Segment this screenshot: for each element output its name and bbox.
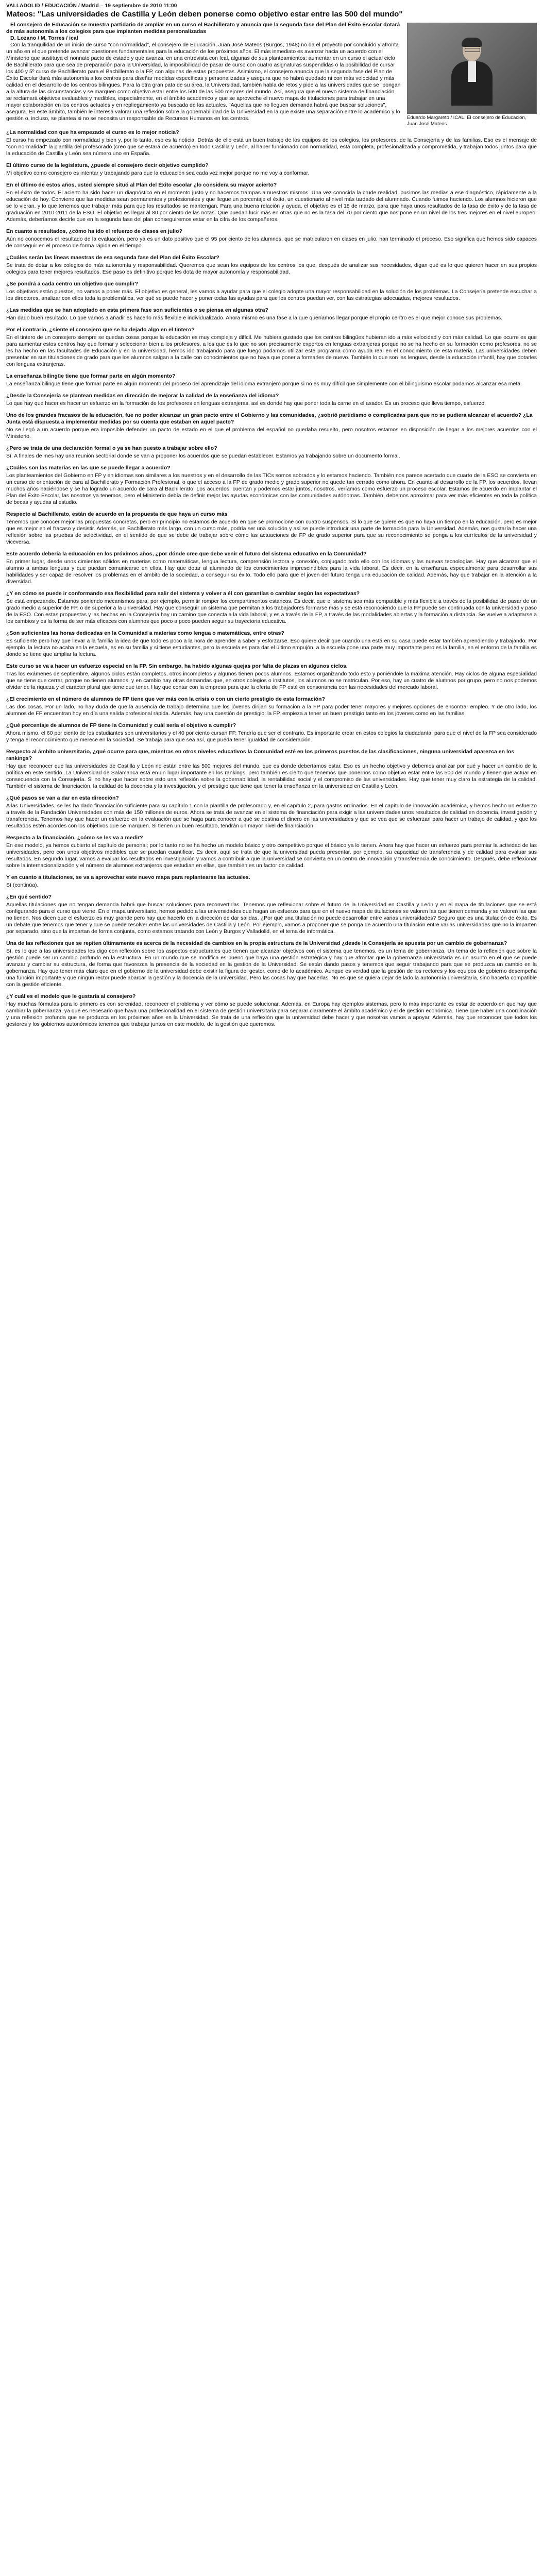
interview-answer: La enseñanza bilingüe tiene que formar parte en algún momento del proceso del aprendizaje del idioma extranjero porque si no es muy difícil que simplemente con el bilingüismo escolar podamos alcanzar esa meta. [6,381,522,387]
interview-question: Y en cuanto a titulaciones, se va a aprovechar este nuevo mapa para replantearse las actuales. [6,874,250,880]
interview-body [6,129,537,1028]
interview-question: La enseñanza bilingüe tiene que formar parte en algún momento? [6,373,176,379]
interview-answer: En primer lugar, desde unos cimientos sólidos en materias como matemáticas, lengua lectura, comprensión lectora y conexión, conjugado todo ello con los idiomas y las nuevas tecnologías. Hay que alcanzar que el alumno a ambas lenguas y que puedan comunicarse en ellas. Hay que dotar al alumnado de los conocimientos imprescindibles para la vida laboral. Es decir, en la enseñanza especialmente para desarrollar sus habilidades y ser capaz de resolver los problemas en el ámbito de la sociedad, a conseguir su éxito. Todo ello para que el joven del futuro tenga una educación de calidad. Además, hay que trabajar en la atención a la diversidad. [6,558,537,585]
interview-answer: El curso ha empezado con normalidad y bien y, por lo tanto, eso es la noticia. Detrás de ello está un buen trabajo de los equipos de los colegios, los profesores, de la Consejería y de las familias. Eso es el mensaje de "con normalidad" la plantilla del profesorado (creo que se estará de acuerdo) en todo Castilla y León, al haber funcionado con normalidad, está completa, profesionalizada y comprometida, y trabajan todos juntos para que la educación de Castilla y León sea número uno en España. [6,137,537,157]
interview-question: ¿Qué porcentaje de alumnos de FP tiene la Comunidad y cuál sería el objetivo a cumplir? [6,722,236,728]
interview-answer: Tras los exámenes de septiembre, algunos ciclos están completos, otros incompletos y algunos tienen pocos alumnos. Estamos organizando todo esto y poniéndole la máxima atención. Hay ciclos de alguna especialidad que se tiene que cerrar, porque no tienen alumnos, y en cambio hay otras demandas que, en otros colegios o institutos, los alumnos no se matriculan. Por eso, hay un cuatro de alumnos por grupo, pero no nos podemos olvidar de la riqueza y el carácter plural que tiene que tener. Hay que contar con la empresa para que la oferta de FP esté en consonancia con las necesidades del mercado laboral. [6,671,537,690]
interview-answer: En el tintero de un consejero siempre se quedan cosas porque la educación es muy compleja y difícil. Me hubiera gustado que los centros bilingües hubieran ido a más velocidad y con más calidad. Lo que ocurre es que para aumentar estos centros hay que formar y seleccionar bien a los profesores, a los que es lo que no son precisamente expertos en lenguas extranjeras porque no se ha hecho en su formación como profesores, no se les ha hecho en las facultades de Educación y en la universidad, hemos ido trabajando para que luego podamos utilizar este programa como ayuda real en el conocimiento de esta materia. Las universidades deben presentar en sus titulaciones de grado para que los alumnos salgan a la calle con conocimientos que no haya que poner a formarles de nuevo. También lo que son las lenguas, desde la educación infantil, hay que dotarles con lenguas extranjeras. [6,334,537,367]
interview-answer: Hay que reconocer que las universidades de Castilla y León no están entre las 500 mejores del mundo, que es donde deberíamos estar. Eso es un hecho objetivo y debemos analizar por qué y hacer un cambio de la política en este sentido. La Universidad de Salamanca está en un lugar importante en los rankings, pero también es cierto que tenemos que ponernos como objetivo estar entre las 500 del mundo y tienen que actuar en consecuencia con la Consejería. Si no hay que hacer sobre esto una reflexión sobre la gobernabilidad, la rentabilidad social y el compromiso de las universidades. Hay que tener muy claro la estrategia de la calidad. También el sistema de financiación, la calidad de la docencia y la investigación, y el prestigio que tiene que tener la enseñanza en la universidad en Castilla y León. [6,763,537,789]
interview-question: ¿El crecimiento en el número de alumnos de FP tiene que ver más con la crisis o con un cierto prestigio de esta formación? [6,696,325,702]
interview-answer: Aquellas titulaciones que no tengan demanda habrá que buscar soluciones para reconvertirlas. Tenemos que reflexionar sobre el futuro de la Universidad en Castilla y León y en el mapa de titulaciones que se está configurando para el curso que viene. En el mapa universitario, hemos pedido a las universidades que hagan un esfuerzo para que en el nuevo mapa de titulaciones se valoren las que tienen demanda y se valoren las que no tienen. Nos dicen que el esfuerzo es muy grande pero hay que hacerlo en la dirección de dar salidas. ¿Por qué una titulación no puede desarrollar entre varias universidades? Seguro que es una titulación de éxito. Es un debate que tenemos que tener y que se puede resolver entre las universidades de Castilla y León. Por ejemplo, vamos a proponer que se ponga de acuerdo una titulación entre varias universidades que no la imparten por separado, sino que la impartan de forma conjunta, como estamos tratando con León y Burgos y Valladolid, en el tema de informática. [6,902,537,935]
article-photo [407,23,536,127]
interview-answer: Es suficiente pero hay que llevar a la familia la idea de que todo es poco a la hora de aprender a saber y esforzarse. Eso quiere decir que cuando una está en su casa puede estar también aprendiendo y trabajando. Por ejemplo, la lectura no acaba en la escuela, es en su familia y si tiene estudiantes, pero la escuela es para dar el último empujón, a la escuela pone una parte muy importante pero es la familia, en el entorno de la familia es donde se tiene que ampliar la lectura. [6,638,537,657]
interview-answer: Los planteamientos del Gobierno en FP y en idiomas son similares a los nuestros y en el desarrollo de las TICs somos sobrados y lo estamos haciendo. También nos parece acertado que cuarto de la ESO se convierta en un curso de orientación de cara al Bachillerato y Formación Profesional, o que el acceso a la FP de grado medio y grado superior no quede tan cerrado como ahora. En cuanto al desarrollo de la FP, los acuerdos, llevan muchos años haciéndose y se ha logrado un acuerdo de cara al Bachillerato. Los acuerdos, cuentan y podemos estar juntos, nosotros, veríamos como esfuerzo un proceso escolar. Estamos de acuerdo en implantar el Plan del Éxito Escolar, las nosotros ya tenemos, pero el Ministerio debía de definir mejor las ayudas económicas con las comunidades autónomas. También, debemos aproximar para ver más eficientes en toda la política de becas y ayudas al estudio. [6,472,537,505]
intro-lead: El consejero de Educación se muestra partidario de ampliar en un curso el Bachillerato y anuncia que la segunda fase del Plan del Éxito Escolar dotará de más autonomía a los colegios para que implanten medidas personalizadas [6,22,400,35]
article-title: Mateos: "Las universidades de Castilla y León deben ponerse como objetivo estar entre las 500 del mundo" [6,10,403,19]
interview-question: Uno de los grandes fracasos de la educación, fue no poder alcanzar un gran pacto entre el Gobierno y las comunidades, ¿sobrió partidismo o complicadas para que no se pudiera alcanzar el acuerdo? ¿La Junta está dispuesta a implementar medidas por su cuenta que estaban en aquel pacto? [6,412,533,425]
interview-question: ¿Y en cómo se puede ir conformando esa flexibilidad para salir del sistema y volver a él con garantías o cambiar según las expectativas? [6,590,360,597]
interview-question: Este acuerdo debería la educación en los próximos años, ¿por dónde cree que debe venir el futuro del sistema educativo en la Comunidad? [6,551,367,557]
interview-answer: Sí. A finales de mes hay una reunión sectorial donde se van a proponer los acuerdos que se puedan establecer. Estamos ya trabajando sobre un documento formal. [6,453,400,459]
interview-answer: No se llegó a un acuerdo porque era imposible defender un pacto de estado en el que el problema del español no quedaba resuelto, pero nosotros estamos en disposición de llegar a los mejores acuerdos con el Ministerio. [6,427,537,439]
interview-answer: En ese modelo, ya hemos cubierto el capítulo de personal; por lo tanto no se ha hecho un modelo básico y otro competitivo porque el básico ya lo tienen. Ahora hay que hacer un esfuerzo para premiar la actividad de las universidades, pero con unos objetivos medibles que se puedan cuantificar. Es decir, aquí se trata de que la universidad pueda presentar, por ejemplo, su capacidad de transferencia y de calidad para evaluar sus resultados. En segundo lugar, vamos a evaluar los resultados en investigación y vamos a contribuir a que la universidad se convierta en un centro de innovación y transferencia de conocimiento. Después, debe reflexionar sobre la internacionalización y el número de alumnos extranjeros que estudian en ellas, que también es un factor de calidad. [6,842,537,869]
interview-answer: Mi objetivo como consejero es intentar y trabajando para que la educación sea cada vez mejor porque no me voy a conformar. [6,170,310,176]
interview-question: ¿La normalidad con que ha empezado el curso es lo mejor noticia? [6,129,179,135]
interview-question: El último curso de la legislatura, ¿puede el consejero decir objetivo cumplido? [6,162,209,168]
interview-answer: Se trata de dotar a los colegios de más autonomía y responsabilidad. Queremos que sean los equipos de los centros los que, después de analizar sus necesidades, digan qué es lo que quieren hacer en sus propios colegios para tener mejores resultados. Ese paso es definitivo porque les dota de mayor autonomía y responsabilidad. [6,262,537,275]
interview-question: ¿Las medidas que se han adoptado en esta primera fase son suficientes o se piensa en algunas otra? [6,307,268,313]
interview-question: Respecto al ámbito universitario, ¿qué ocurre para que, mientras en otros niveles educativos la Comunidad esté en los primeros puestos de las clasificaciones, ninguna universidad aparezca en los rankings? [6,749,515,761]
interview-answer: Aún no conocemos el resultado de la evaluación, pero ya es un dato positivo que el 95 por ciento de los alumnos, que se matricularon en clases en julio, han terminado el proceso. Eso significa que hemos sido capaces de conseguir en el proceso de forma rápida en el tiempo. [6,236,537,249]
interview-answer: A las Universidades, se les ha dado financiación suficiente para su capítulo 1 con la plantilla de profesorado y, en el capítulo 2, para gastos ordinarios. En el capítulo de innovación académica, y hemos hecho un esfuerzo a través de la Fundación Universidades con más de 150 millones de euros. Ahora se trata de avanzar en el sistema de financiación para exigir a las universidades unos resultados de calidad en docencia, investigación y transferencia. Tenemos hay que hacer un esfuerzo en la evaluación que se haga para conocer a qué se destina el dinero en las universidades y que se vea que se esfuerzan para hacer un trabajo de calidad, y que los resultados estén acordes con los objetivos que se marquen. Si tienen un buen resultado, tendrán un mayor nivel de financiación. [6,803,537,829]
interview-question: ¿Qué pasos se van a dar en esta dirección? [6,795,119,801]
interview-answer: Los objetivos están puestos, no vamos a poner más. El objetivo es general, les vamos a ayudar para que el colegio adopte una mayor responsabilidad en la solución de los problemas. La Consejería pretende escuchar a los directores, analizar con ellos toda la problemática, ver qué se puede hacer y poner todas las ayudas para que los centros puedan ver, con las estrategias adecuadas, mejores resultados. [6,289,537,301]
intro-byline: D. Lozano / M. Torres / ical [10,35,78,41]
article [6,3,537,1028]
intro-body: Con la tranquilidad de un inicio de curso "con normalidad", el consejero de Educación, Juan José Mateos (Burgos, 1948) no da el proyecto por concluido y afronta un año en el que pretende avanzar cuestiones fundamentales para la educación de los próximos años. El más inmediato es avanzar hacia un acuerdo con el Ministerio que sustituya el nonnato pacto de estado y que avanza, en una entrevista con Ical, algunas de sus planteamientos: aumentar en un curso el actual ciclo de Bachillerato para que sea de preparación para la Universidad, la imposibilidad de pasar de curso con cuatro asignaturas suspendidas o la posibilidad de cursar los 400 y 5º curso de Bachillerato para el Bachillerato o la FP, con algunas de estas propuestas. Asimismo, el consejero anuncia que la segunda fase del Plan de Éxito Escolar dará más autonomía a los centros para diseñar medidas específicas y personalizadas y asegura que no habrá quedado ni con más velocidad y más calidad en el desarrollo de los centros bilingües. Para la otra gran pata de su área, la Universidad, también habla de retos y pide a las universidades que se "pongan a la altura de las circunstancias y se marquen como objetivo estar entre los 500 de las 500 mejores del mundo. Así, asegura que el nuevo sistema de financiación se reclamará objetivos evaluables y medibles, especialmente, en el ámbito académico y que se aproveche el nuevo mapa de titulaciones para trabajar en una mayor colaboración en los centros actuales y en repliegamiento ya buscada de las actuales. "Aquellas que no lleguen demanda habrá que buscar soluciones", asegura. En este ámbito, también le interesa valorar una reflexión sobre la gobernabilidad de la Universidad en la que existe una separación entre lo académico y lo gestión o, incluso, se plantea si no se necesita un responsable de Recursos Humanos en los centros. [6,42,401,122]
article-dateline: VALLADOLID / EDUCACIÓN / Madrid – 19 septiembre de 2010 11:00 [6,3,177,9]
intro-section [6,22,537,127]
photo-image [407,23,537,114]
interview-question: ¿Son suficientes las horas dedicadas en la Comunidad a materias como lengua o matemáticas, entre otras? [6,630,284,636]
interview-question: ¿Cuáles serán las líneas maestras de esa segunda fase del Plan del Éxito Escolar? [6,255,219,261]
interview-question: Respecto a la financiación, ¿cómo se les va a medir? [6,835,143,841]
interview-question: En el último de estos años, usted siempre situó al Plan del Éxito escolar ¿lo considera su mayor acierto? [6,182,277,188]
interview-question: Respecto al Bachillerato, están de acuerdo en la propuesta de que haya un curso más [6,511,228,517]
photo-credit: Eduardo Margareto / ICAL. El consejero de [407,115,501,121]
interview-question: ¿Y cuál es el modelo que le gustaría al consejero? [6,993,136,999]
interview-question: ¿Cuáles son las materias en las que se puede llegar a acuerdo? [6,465,171,471]
interview-answer: Hay muchas fórmulas para lo primero es con serenidad, reconocer el problema y ver cómo se puede solucionar. Además, en Europa hay ejemplos sistemas, pero lo más importante es estar de acuerdo en que hay que cambiar la gobernanza, ya que es necesario que haya una profesionalidad en el sistema de gestión universitaria para separar claramente el ámbito académico y el de gestión económica. Tiene que haber una coordinación y una reflexión profunda que se produzca en los próximos años en la Universidad. Se trata de una reflexión que la universidad debe hacer y que nosotros vamos a apoyar. Además, hay que reconocer que todos los gestores y los gobiernos autonómicos tenemos que trabajar juntos en este modelo, de la gestión que queremos. [6,1001,537,1027]
interview-question: ¿En qué sentido? [6,894,52,900]
interview-answer: Han dado buen resultado. Lo que vamos a añadir es hacerlo más flexible e individualizado. Ahora mismo es una fase a la que queríamos llegar porque el propio centro es el que mejor conoce sus problemas. [6,315,503,321]
interview-answer: Sí (continúa). [6,882,39,888]
interview-question: Este curso se va a hacer un esfuerzo especial en la FP. Sin embargo, ha habido algunas quejas por falta de plazas en algunos ciclos. [6,663,348,669]
interview-answer: Se está empezando. Estamos poniendo mecanismos para, por ejemplo, permitir romper los compartimentos estancos. Es decir, que el sistema sea más compatible y más flexible a través de la posibilidad de pasar de un grado medio a superior de FP, o de superior a la universidad. Hay que conseguir un sistema que permitan a los trabajadores formarse más y se está reconociendo que la FP puede ser continuada con la universidad y paso de la ESO. Con estas propuestas y las hechas en la Consejería hay un camino que conecta a la vida laboral, y es a través de la FP, a través de las modalidades abiertas y la formación a distancia. Se vuelve a adaptarse a los cambios y es la forma de ser más eficaces con alumnos que poco a poco pueden seguir su trayectoria educativa. [6,598,537,624]
interview-answer: Las dos cosas. Por un lado, no hay duda de que la ausencia de trabajo determina que los jóvenes dirijan su formación a la FP para poder tener mayores y mejores opciones de encontrar empleo. Y de otro lado, los alumnos de FP encuentran hoy en día una salida profesional rápida. Además, hay una cuestión de prestigio: la FP, empieza a tener un buen prestigio tanto en los jóvenes como en las familias. [6,704,537,717]
interview-question: Una de las reflexiones que se repiten últimamente es acerca de la necesidad de cambios en la propia estructura de la Universidad ¿desde la Consejería se apuesta por un cambio de gobernanza? [6,940,507,946]
interview-question: ¿Pero se trata de una declaración formal o ya se han puesto a trabajar sobre ello? [6,445,217,451]
interview-question: Por el contrario, ¿siente el consejero que se ha dejado algo en el tintero? [6,327,195,333]
interview-answer: Ahora mismo, el 60 por ciento de los estudiantes son universitarios y el 40 por ciento cursan FP. Tendría que ser el contrario. Es importante crear en estos colegios la ciudadanía, para que el nivel de la FP sea considerado y tenga el reconocimiento que merece en la sociedad. Se trabaja para que sea así, que pueda tener igualdad de consideración. [6,730,537,743]
interview-question: ¿Se pondrá a cada centro un objetivo que cumplir? [6,281,139,287]
interview-answer: Lo que hay que hacer es hacer un esfuerzo en la formación de los profesores en lenguas extranjeras, así es donde hay que poner toda la carne en el asador. Es un proceso que lleva tiempo, esfuerzo. [6,400,486,406]
photo-caption [407,115,536,127]
interview-question: En cuanto a resultados, ¿cómo ha ido el refuerzo de clases en julio? [6,228,182,234]
person-figure [451,39,493,106]
interview-answer: Tenemos que conocer mejor las propuestas concretas, pero en principio no estamos de acuerdo en que se promocione con cuatro suspensos. Si lo que se quiere es que no haya un tiempo en la educación, pero es mejor que es mejor en el fracaso y desistir. Además, un Bachillerato más largo, con un curso más, podría ser una solución y así se puede introducir una parte de formación para la Universidad. Además, nos gustaría hacer una reflexión sobre las pruebas de selectividad, en el sentido de que se debe de trabajar sobre cómo las actuaciones de FP de grado superior para que su reconocimiento se ponga a los currículos de la universidad y viceversa. [6,519,537,545]
interview-answer: En el éxito de todos. El acierto ha sido hacer un diagnóstico en el momento justo y no hacemos trampas a nuestros mismos. Una vez conocida la crude realidad, pusimos las medias a ese diagnóstico, rápidamente a la educación de hoy. Conviene que las medidas sean permanentes y profesionales y que llegue un porcentaje el éxito, un cuestionario al nivel más tardado del alumnado. Cuando fuimos haciendo. Los alumnos hicieron que se lo vieran, y lo que tenemos que trabajar más para que los resultados se mantengan. Para una buena relación y ayuda, el objetivo es el 18 de marzo, para que haya unos resultados de la tasa de éxito y de la tasa de graduación en 2010-2011 de la ESO. El objetivo es llegar al 80 por ciento de las notas. Que puedan lucir más en otras que no es la tasa del 70 por ciento que nos pone en un nivel de los tres mejores en el nivel europeo. Además, deberíamos decirle que en la segunda fase del plan conseguiremos estar en la cifra de los compañeros. [6,190,537,223]
interview-question: ¿Desde la Consejería se plantean medidas en dirección de mejorar la calidad de la enseñanza del idioma? [6,393,279,399]
photo-caption-text: Educación, Juan José Mateos [407,115,527,127]
interview-answer: Sí, es lo que a las universidades les digo con reflexión sobre los aspectos estructurales que tienen que alcanzar objetivos con el sistema que tenemos, es un tema de gobernanza. Un tema de la reflexión que sobre la gestión puede ser un cambio profundo en la estructura. En un mundo que se modifica es bueno que haya una gestión estratégica y hay que afrontar que la gobernanza universitaria es un asunto en el que se puede avanzar y cambiar su estructura, de forma que favorezca la presencia de la sociedad en la gestión de la Universidad. Se están dando pasos y tenemos que seguir trabajando para que se produzca un cambio en la gobernanza. Hay que tener más claro que en el gobierno de la universidad debe existir la figura del gestor, como de lo académico. Aunque es verdad que la gestión de los rectores y los equipos de gobierno desempeña una función importante y que ningún rector puede abarcar la gestión y la docencia de la universidad. Pero las cosas hay que hacerlas. No es que se quiera dejar de lado la autonomía universitaria, sino hacerla compatible con la gestión eficiente. [6,948,537,988]
